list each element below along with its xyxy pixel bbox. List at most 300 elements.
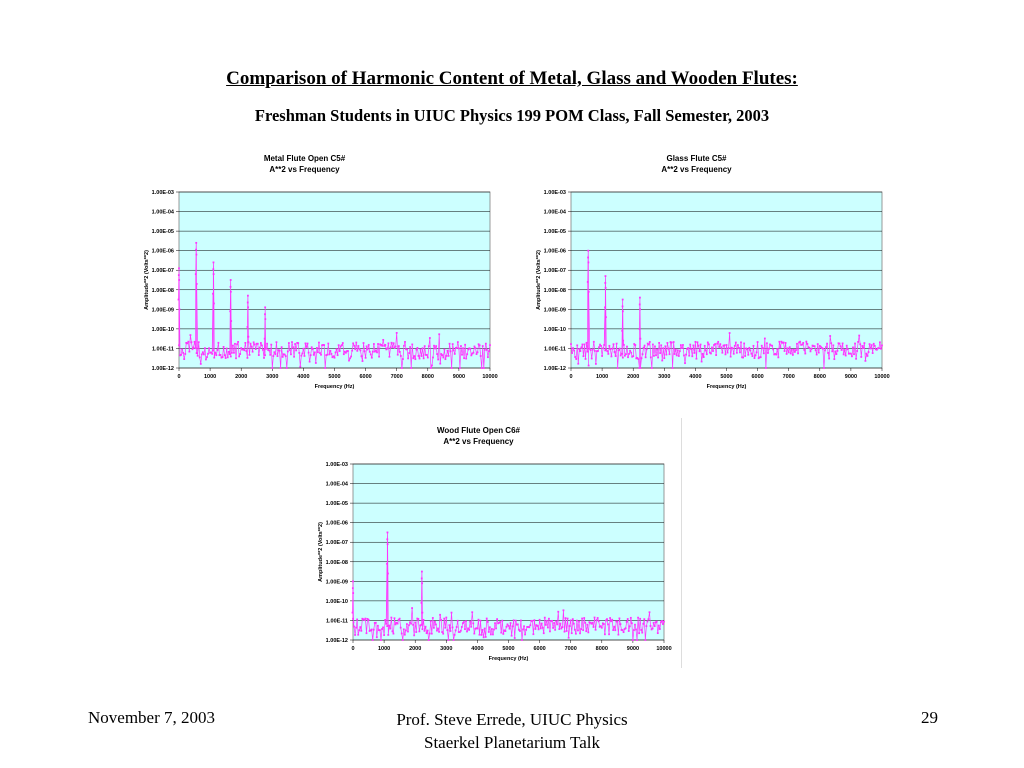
y-tick-label: 1.00E-05 — [325, 501, 348, 508]
data-point — [428, 639, 430, 641]
data-point — [359, 626, 361, 628]
data-point — [473, 633, 475, 635]
data-point — [447, 350, 449, 352]
data-point — [562, 626, 564, 628]
data-point — [403, 628, 405, 630]
data-point — [828, 358, 830, 360]
data-point — [814, 345, 816, 347]
data-point — [583, 617, 585, 619]
data-point — [474, 346, 476, 348]
data-point — [572, 347, 574, 349]
data-point — [852, 347, 854, 349]
y-tick-label: 1.00E-11 — [543, 346, 566, 353]
data-point — [855, 358, 857, 360]
data-point — [598, 620, 600, 622]
data-point — [426, 632, 428, 634]
data-point — [426, 354, 428, 356]
data-point — [432, 357, 434, 359]
data-point — [417, 618, 419, 620]
data-point — [384, 619, 386, 621]
data-point — [639, 308, 641, 310]
data-point — [480, 355, 482, 357]
data-point — [611, 356, 613, 358]
data-point — [585, 358, 587, 360]
data-point — [845, 355, 847, 357]
data-point — [803, 349, 805, 351]
data-point — [451, 612, 453, 614]
data-point — [414, 622, 416, 624]
data-point — [487, 621, 489, 623]
chart-title-line1: Glass Flute C5# — [666, 154, 727, 163]
data-point — [338, 344, 340, 346]
data-point — [674, 353, 676, 355]
data-point — [437, 628, 439, 630]
y-tick-label: 1.00E-08 — [151, 287, 174, 294]
data-point — [639, 338, 641, 340]
data-point — [213, 273, 215, 275]
data-point — [381, 628, 383, 630]
data-point — [386, 348, 388, 350]
data-point — [352, 580, 354, 582]
data-point — [590, 349, 592, 351]
data-point — [574, 629, 576, 631]
data-point — [372, 351, 374, 353]
data-point — [342, 342, 344, 344]
data-point — [676, 354, 678, 356]
data-point — [281, 346, 283, 348]
y-tick-label: 1.00E-09 — [151, 307, 174, 314]
data-point — [465, 620, 467, 622]
data-point — [766, 342, 768, 344]
x-tick-label: 10000 — [482, 374, 498, 380]
data-point — [327, 343, 329, 345]
data-point — [508, 625, 510, 627]
data-point — [424, 630, 426, 632]
data-point — [632, 355, 634, 357]
data-point — [441, 631, 443, 633]
data-point — [194, 341, 196, 343]
data-point — [874, 345, 876, 347]
data-point — [373, 343, 375, 345]
data-point — [465, 358, 467, 360]
data-point — [254, 344, 256, 346]
data-point — [685, 354, 687, 356]
x-tick-label: 0 — [177, 374, 181, 380]
data-point — [551, 620, 553, 622]
x-axis-title: Frequency (Hz) — [488, 656, 529, 662]
data-point — [734, 345, 736, 347]
data-point — [652, 628, 654, 630]
data-point — [643, 347, 645, 349]
data-point — [336, 348, 338, 350]
data-point — [724, 344, 726, 346]
data-point — [532, 633, 534, 635]
data-point — [866, 353, 868, 355]
data-point — [449, 624, 451, 626]
data-point — [683, 355, 685, 357]
data-point — [230, 279, 232, 281]
data-point — [846, 345, 848, 347]
data-point — [622, 357, 624, 359]
data-point — [678, 355, 680, 357]
data-point — [804, 353, 806, 355]
data-point — [667, 342, 669, 344]
data-point — [247, 295, 249, 297]
data-point — [725, 353, 727, 355]
data-point — [213, 357, 215, 359]
data-point — [230, 286, 232, 288]
data-point — [696, 358, 698, 360]
data-point — [289, 349, 291, 351]
data-point — [837, 350, 839, 352]
data-point — [559, 623, 561, 625]
data-point — [487, 356, 489, 358]
data-point — [481, 634, 483, 636]
data-point — [644, 639, 646, 641]
data-point — [178, 274, 180, 276]
data-point — [677, 349, 679, 351]
data-point — [799, 341, 801, 343]
data-point — [413, 355, 415, 357]
data-point — [665, 354, 667, 356]
x-tick-label: 7000 — [564, 646, 577, 652]
data-point — [742, 357, 744, 359]
data-point — [264, 338, 266, 340]
data-point — [524, 634, 526, 636]
data-point — [649, 341, 651, 343]
data-point — [587, 351, 589, 353]
data-point — [235, 357, 237, 359]
data-point — [632, 639, 634, 641]
data-point — [464, 344, 466, 346]
data-point — [688, 355, 690, 357]
x-tick-label: 1000 — [377, 646, 391, 652]
data-point — [485, 636, 487, 638]
data-point — [484, 349, 486, 351]
data-point — [831, 350, 833, 352]
data-point — [452, 627, 454, 629]
data-point — [182, 352, 184, 354]
frame-divider — [681, 418, 682, 668]
data-point — [250, 343, 252, 345]
data-point — [546, 620, 548, 622]
data-point — [239, 353, 241, 355]
data-point — [878, 347, 880, 349]
data-point — [757, 341, 759, 343]
y-tick-label: 1.00E-03 — [151, 190, 174, 196]
data-point — [469, 621, 471, 623]
data-point — [377, 343, 379, 345]
data-point — [611, 619, 613, 621]
data-point — [434, 621, 436, 623]
y-axis-title: Amplitude**2 (Volts**2) — [318, 522, 324, 582]
data-point — [229, 310, 231, 312]
x-tick-label: 2000 — [627, 374, 640, 380]
data-point — [521, 639, 523, 641]
data-point — [495, 627, 497, 629]
data-point — [585, 630, 587, 632]
metal-flute-chart — [140, 150, 505, 390]
data-point — [854, 343, 856, 345]
data-point — [587, 631, 589, 633]
data-point — [605, 287, 607, 289]
data-point — [639, 297, 641, 299]
data-point — [271, 367, 273, 369]
data-point — [840, 345, 842, 347]
data-point — [748, 347, 750, 349]
data-point — [243, 349, 245, 351]
data-point — [447, 639, 449, 641]
data-point — [280, 367, 282, 369]
data-point — [638, 632, 640, 634]
x-tick-label: 1000 — [595, 374, 609, 380]
data-point — [806, 343, 808, 345]
data-point — [668, 348, 670, 350]
data-point — [264, 313, 266, 315]
y-tick-label: 1.00E-03 — [543, 190, 566, 196]
data-point — [637, 617, 639, 619]
data-point — [300, 355, 302, 357]
data-point — [604, 306, 606, 308]
data-point — [178, 344, 180, 346]
data-point — [215, 354, 217, 356]
data-point — [368, 344, 370, 346]
data-point — [721, 352, 723, 354]
data-point — [292, 346, 294, 348]
data-point — [486, 349, 488, 351]
data-point — [703, 356, 705, 358]
data-point — [356, 350, 358, 352]
data-point — [513, 619, 515, 621]
data-point — [617, 634, 619, 636]
data-point — [679, 350, 681, 352]
data-point — [869, 343, 871, 345]
data-point — [367, 349, 369, 351]
data-point — [309, 361, 311, 363]
data-point — [396, 332, 398, 334]
data-point — [485, 343, 487, 345]
data-point — [304, 355, 306, 357]
data-point — [826, 343, 828, 345]
data-point — [787, 347, 789, 349]
data-point — [213, 262, 215, 264]
data-point — [727, 352, 729, 354]
data-point — [257, 343, 259, 345]
data-point — [376, 636, 378, 638]
data-point — [432, 617, 434, 619]
data-point — [402, 639, 404, 641]
chart-title-line2: A**2 vs Frequency — [661, 165, 732, 174]
data-point — [405, 630, 407, 632]
data-point — [429, 337, 431, 339]
data-point — [412, 624, 414, 626]
data-point — [584, 344, 586, 346]
data-point — [581, 618, 583, 620]
data-point — [230, 356, 232, 358]
data-point — [203, 353, 205, 355]
data-point — [324, 367, 326, 369]
data-point — [223, 346, 225, 348]
data-point — [871, 344, 873, 346]
data-point — [334, 357, 336, 359]
data-point — [595, 363, 597, 365]
data-point — [554, 629, 556, 631]
data-point — [617, 367, 619, 369]
data-point — [711, 347, 713, 349]
data-point — [352, 342, 354, 344]
data-point — [509, 628, 511, 630]
data-point — [484, 628, 486, 630]
data-point — [881, 345, 883, 347]
data-point — [584, 622, 586, 624]
data-point — [412, 357, 414, 359]
data-point — [192, 348, 194, 350]
data-point — [264, 354, 266, 356]
data-point — [776, 348, 778, 350]
data-point — [755, 354, 757, 356]
data-point — [600, 345, 602, 347]
data-point — [693, 352, 695, 354]
data-point — [824, 349, 826, 351]
data-point — [719, 343, 721, 345]
data-point — [395, 346, 397, 348]
data-point — [605, 349, 607, 351]
data-point — [586, 342, 588, 344]
data-point — [391, 630, 393, 632]
data-point — [853, 353, 855, 355]
data-point — [393, 633, 395, 635]
data-point — [488, 631, 490, 633]
data-point — [362, 360, 364, 362]
data-point — [277, 355, 279, 357]
data-point — [577, 363, 579, 365]
data-point — [777, 356, 779, 358]
data-point — [664, 345, 666, 347]
data-point — [313, 354, 315, 356]
data-point — [471, 611, 473, 613]
data-point — [672, 367, 674, 369]
data-point — [187, 341, 189, 343]
data-point — [608, 345, 610, 347]
data-point — [570, 620, 572, 622]
data-point — [461, 626, 463, 628]
data-point — [733, 353, 735, 355]
data-point — [538, 628, 540, 630]
data-point — [330, 353, 332, 355]
y-tick-label: 1.00E-05 — [543, 229, 566, 236]
y-tick-label: 1.00E-09 — [325, 579, 348, 586]
data-point — [351, 350, 353, 352]
data-point — [384, 344, 386, 346]
x-tick-label: 8000 — [595, 646, 608, 652]
data-point — [605, 316, 607, 318]
data-point — [612, 348, 614, 350]
data-point — [496, 618, 498, 620]
data-point — [483, 636, 485, 638]
data-point — [469, 348, 471, 350]
data-point — [230, 320, 232, 322]
y-tick-label: 1.00E-03 — [325, 462, 348, 468]
data-point — [644, 345, 646, 347]
data-point — [311, 346, 313, 348]
data-point — [399, 351, 401, 353]
data-point — [422, 628, 424, 630]
data-point — [206, 356, 208, 358]
data-point — [785, 342, 787, 344]
data-point — [195, 273, 197, 275]
data-point — [834, 351, 836, 353]
data-point — [387, 532, 389, 534]
data-point — [375, 349, 377, 351]
data-point — [744, 355, 746, 357]
data-point — [499, 621, 501, 623]
data-point — [431, 365, 433, 367]
data-point — [843, 353, 845, 355]
data-point — [573, 623, 575, 625]
data-point — [298, 352, 300, 354]
y-tick-label: 1.00E-07 — [543, 268, 566, 275]
data-point — [493, 629, 495, 631]
x-tick-label: 4000 — [471, 646, 484, 652]
data-point — [247, 357, 249, 359]
data-point — [482, 345, 484, 347]
y-tick-label: 1.00E-12 — [543, 366, 566, 372]
data-point — [462, 347, 464, 349]
data-point — [841, 349, 843, 351]
data-point — [571, 352, 573, 354]
data-point — [244, 342, 246, 344]
data-point — [398, 345, 400, 347]
data-point — [627, 618, 629, 620]
data-point — [657, 357, 659, 359]
data-point — [574, 356, 576, 358]
data-point — [659, 628, 661, 630]
data-point — [420, 349, 422, 351]
data-point — [444, 627, 446, 629]
data-point — [386, 625, 388, 627]
data-point — [490, 634, 492, 636]
data-point — [352, 612, 354, 614]
data-point — [463, 357, 465, 359]
data-point — [228, 351, 230, 353]
data-point — [263, 357, 265, 359]
data-point — [335, 352, 337, 354]
wood-flute-chart — [314, 422, 679, 662]
data-point — [809, 347, 811, 349]
data-point — [592, 349, 594, 351]
data-point — [348, 360, 350, 362]
data-point — [673, 341, 675, 343]
data-point — [708, 344, 710, 346]
data-point — [591, 358, 593, 360]
data-point — [188, 351, 190, 353]
data-point — [750, 353, 752, 355]
data-point — [295, 349, 297, 351]
data-point — [247, 306, 249, 308]
plot-area — [179, 192, 490, 368]
data-point — [738, 347, 740, 349]
data-point — [553, 622, 555, 624]
data-point — [401, 367, 403, 369]
data-point — [609, 348, 611, 350]
data-point — [573, 350, 575, 352]
y-tick-label: 1.00E-11 — [325, 618, 348, 625]
x-axis-title: Frequency (Hz) — [314, 384, 355, 390]
y-tick-label: 1.00E-07 — [151, 268, 174, 275]
data-point — [651, 367, 653, 369]
data-point — [680, 344, 682, 346]
data-point — [491, 628, 493, 630]
